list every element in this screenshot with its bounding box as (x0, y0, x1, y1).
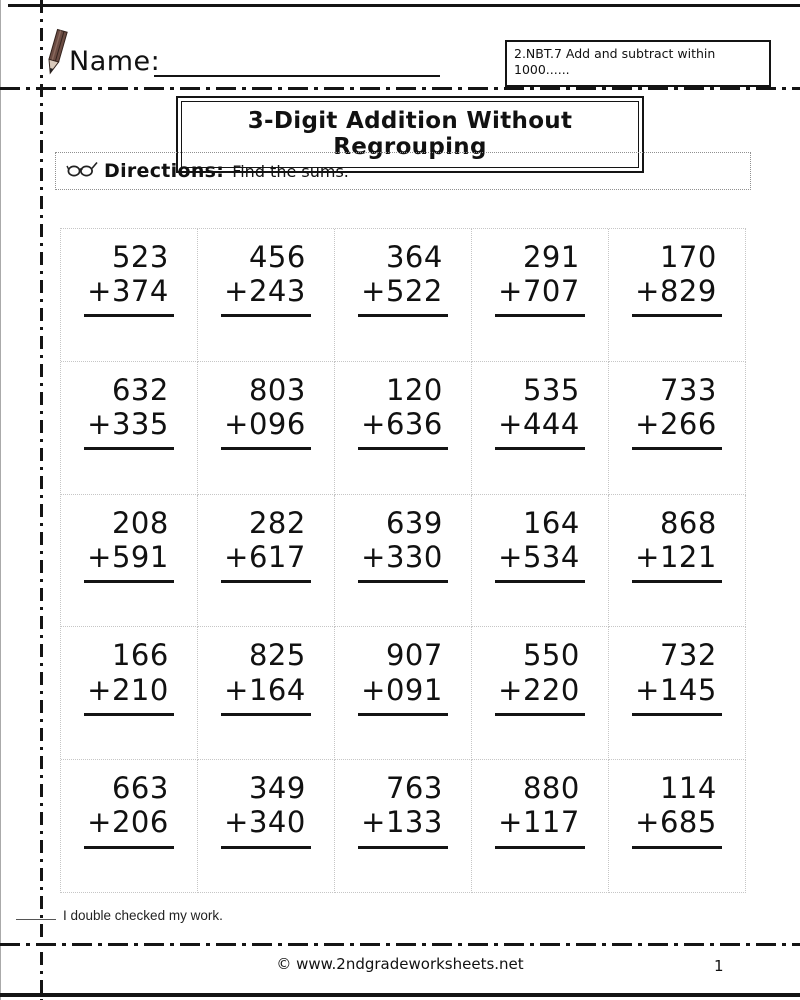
addition-problem (221, 373, 311, 450)
addend-bottom: +145 (632, 673, 722, 716)
problem-cell-16 (61, 627, 198, 760)
addend-top: 732 (659, 638, 717, 673)
addend-bottom: +444 (495, 407, 585, 450)
problem-cell-12 (198, 495, 335, 628)
addend-top: 663 (111, 771, 169, 806)
problem-cell-22 (198, 760, 335, 893)
addition-problem (221, 506, 311, 583)
problem-cell-5 (609, 229, 746, 362)
name-blank-line (154, 47, 440, 77)
addend-top: 349 (248, 771, 306, 806)
problem-cell-14 (472, 495, 609, 628)
problem-cell-4 (472, 229, 609, 362)
addition-problem (221, 771, 311, 848)
addend-bottom: +330 (358, 540, 448, 583)
addition-problem (358, 506, 448, 583)
addend-top: 364 (385, 240, 443, 274)
addition-problem (632, 240, 722, 317)
check-text: I double checked my work. (63, 908, 223, 923)
page-number: 1 (714, 957, 724, 975)
problem-cell-2 (198, 229, 335, 362)
directions-text: Find the sums. (232, 161, 349, 181)
addend-top: 550 (522, 638, 580, 673)
header-dashdot-line (0, 87, 800, 90)
addend-top: 282 (248, 505, 306, 540)
problem-cell-13 (335, 495, 472, 628)
addition-problem (632, 506, 722, 583)
footer-dashdot-line (0, 943, 800, 946)
addend-top: 208 (111, 505, 169, 540)
addend-bottom: +133 (358, 805, 448, 848)
problem-cell-18 (335, 627, 472, 760)
directions-label: Directions: (104, 160, 225, 182)
addition-problem (495, 638, 585, 715)
addition-problem (84, 506, 174, 583)
addend-bottom: +374 (84, 274, 174, 317)
addition-problem (221, 240, 311, 317)
addition-problem (84, 638, 174, 715)
problem-cell-11 (61, 495, 198, 628)
page-left-edge (0, 0, 1, 1000)
problem-cell-23 (335, 760, 472, 893)
problem-cell-9 (472, 362, 609, 495)
addend-bottom: +636 (358, 407, 448, 450)
addend-top: 632 (111, 372, 169, 407)
addend-top: 291 (522, 240, 580, 274)
pencil-icon (42, 27, 70, 83)
addend-bottom: +220 (495, 673, 585, 716)
problem-cell-19 (472, 627, 609, 760)
addend-bottom: +121 (632, 540, 722, 583)
addend-bottom: +210 (84, 673, 174, 716)
addition-problem (221, 638, 311, 715)
addition-problem (358, 373, 448, 450)
problem-cell-24 (472, 760, 609, 893)
left-dashdot-margin-line (40, 0, 43, 1000)
addend-bottom: +091 (358, 673, 448, 716)
addend-top: 907 (385, 638, 443, 673)
addition-problem (632, 638, 722, 715)
page-title: 3-Digit Addition Without Regrouping (181, 101, 639, 168)
addition-problem (495, 373, 585, 450)
addition-problem (495, 506, 585, 583)
eyeglasses-icon (66, 160, 98, 182)
addend-top: 523 (111, 240, 169, 274)
addend-bottom: +266 (632, 407, 722, 450)
addend-bottom: +096 (221, 407, 311, 450)
addend-top: 166 (111, 638, 169, 673)
addend-bottom: +617 (221, 540, 311, 583)
standard-tag-box: 2.NBT.7 Add and subtract within 1000...... (505, 40, 771, 87)
bottom-border-rule (0, 993, 800, 997)
addend-top: 535 (522, 372, 580, 407)
addend-top: 114 (659, 771, 717, 806)
addend-top: 120 (385, 372, 443, 407)
addend-top: 803 (248, 372, 306, 407)
addend-top: 456 (248, 240, 306, 274)
addend-bottom: +829 (632, 274, 722, 317)
addend-top: 164 (522, 505, 580, 540)
check-blank-line (16, 908, 56, 920)
problem-cell-1 (61, 229, 198, 362)
addend-bottom: +707 (495, 274, 585, 317)
double-check-line (16, 908, 223, 923)
addend-top: 639 (385, 505, 443, 540)
addition-problem (358, 771, 448, 848)
addend-top: 733 (659, 372, 717, 407)
problem-cell-20 (609, 627, 746, 760)
addend-top: 763 (385, 771, 443, 806)
addition-problem (632, 373, 722, 450)
addition-problem (84, 240, 174, 317)
addend-bottom: +243 (221, 274, 311, 317)
addend-bottom: +117 (495, 805, 585, 848)
problem-cell-17 (198, 627, 335, 760)
addend-bottom: +522 (358, 274, 448, 317)
footer-site-credit: © www.2ndgradeworksheets.net (276, 955, 524, 973)
addend-top: 170 (659, 240, 717, 274)
addend-top: 880 (522, 771, 580, 806)
addition-problem (358, 638, 448, 715)
addend-bottom: +534 (495, 540, 585, 583)
addend-bottom: +340 (221, 805, 311, 848)
problem-cell-21 (61, 760, 198, 893)
addend-bottom: +685 (632, 805, 722, 848)
addend-bottom: +591 (84, 540, 174, 583)
top-border-rule (8, 4, 800, 7)
problem-cell-3 (335, 229, 472, 362)
problem-cell-7 (198, 362, 335, 495)
addition-problem (495, 240, 585, 317)
addend-bottom: +206 (84, 805, 174, 848)
name-label: Name: (69, 46, 161, 77)
addition-problem (632, 771, 722, 848)
addend-top: 825 (248, 638, 306, 673)
problem-cell-10 (609, 362, 746, 495)
problem-cell-8 (335, 362, 472, 495)
addition-problem (495, 771, 585, 848)
problem-cell-25 (609, 760, 746, 893)
addition-problem (358, 240, 448, 317)
addition-problem (84, 373, 174, 450)
addend-bottom: +335 (84, 407, 174, 450)
problem-cell-6 (61, 362, 198, 495)
addition-problem (84, 771, 174, 848)
addend-top: 868 (659, 505, 717, 540)
addend-bottom: +164 (221, 673, 311, 716)
problem-cell-15 (609, 495, 746, 628)
directions-box (55, 152, 751, 190)
problems-grid (60, 228, 746, 893)
